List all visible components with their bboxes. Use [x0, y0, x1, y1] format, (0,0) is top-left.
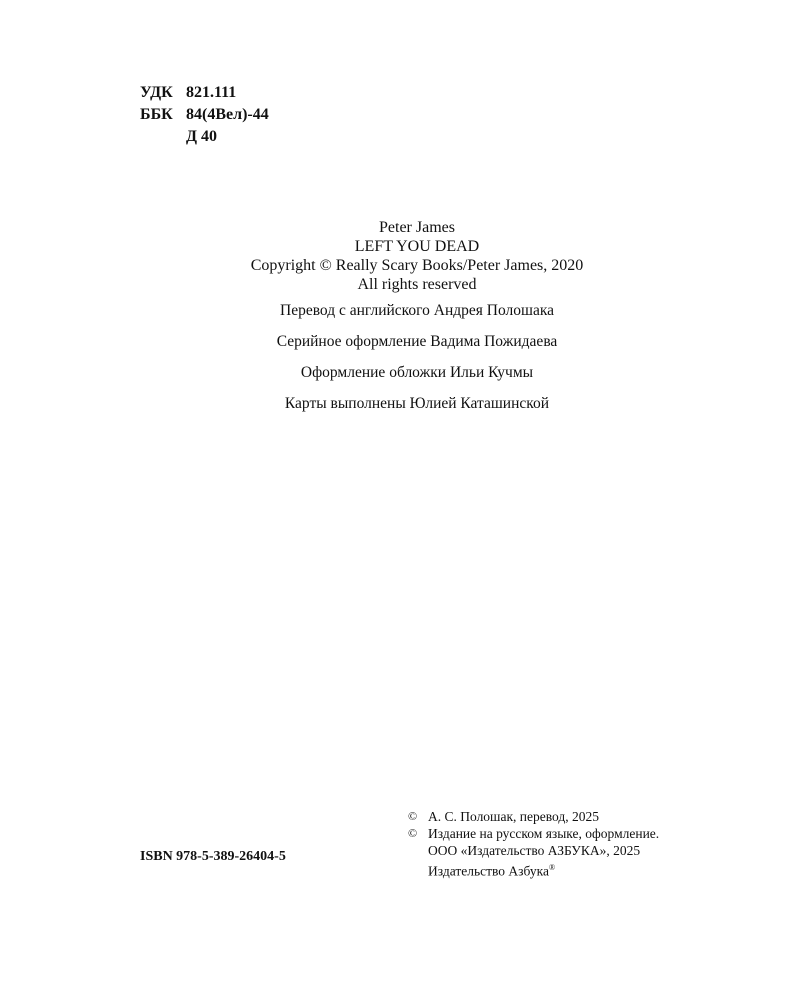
notice-translation: [408, 808, 659, 825]
copyright-notices: [408, 808, 659, 880]
bbk-row: [140, 104, 269, 126]
notice-publisher: [408, 859, 659, 880]
notice-translation-text: А. С. Полошак, перевод, 2025: [428, 809, 599, 824]
original-title: LEFT YOU DEAD: [354, 238, 480, 255]
original-author: Peter James: [379, 219, 455, 236]
author-mark-row: [140, 126, 269, 148]
notice-edition-text: Издание на русском языке, оформление.: [428, 826, 660, 841]
notice-edition: [408, 825, 659, 842]
original-copyright-block: [0, 218, 800, 294]
rights-reserved: All rights reserved: [357, 276, 477, 293]
credit-series-design: Серийное оформление Вадима Пожидаева: [276, 333, 558, 350]
bbk-label: ББК: [140, 106, 173, 123]
credit-cover-design: Оформление обложки Ильи Кучмы: [300, 364, 534, 381]
author-mark: Д 40: [186, 128, 218, 145]
credits-block: [0, 300, 800, 424]
udk-label: УДК: [140, 84, 173, 101]
udk-value: 821.111: [186, 84, 237, 101]
copyright-mark: ©: [408, 809, 418, 823]
classification-block: [140, 82, 269, 148]
notice-edition-line2: ООО «Издательство АЗБУКА», 2025: [428, 843, 641, 858]
bbk-value: 84(4Вел)-44: [186, 106, 269, 123]
credit-translator: Перевод с английского Андрея Полошака: [280, 302, 554, 319]
isbn: ISBN 978-5-389-26404-5: [140, 849, 286, 864]
publisher-name: Издательство Азбука: [428, 863, 549, 879]
udk-row: [140, 82, 269, 104]
original-copyright: Copyright © Really Scary Books/Peter James, 2020: [250, 257, 584, 274]
credit-maps: Карты выполнены Юлией Каташинской: [284, 395, 550, 412]
registered-mark: ®: [548, 863, 556, 872]
copyright-mark: ©: [408, 826, 418, 840]
